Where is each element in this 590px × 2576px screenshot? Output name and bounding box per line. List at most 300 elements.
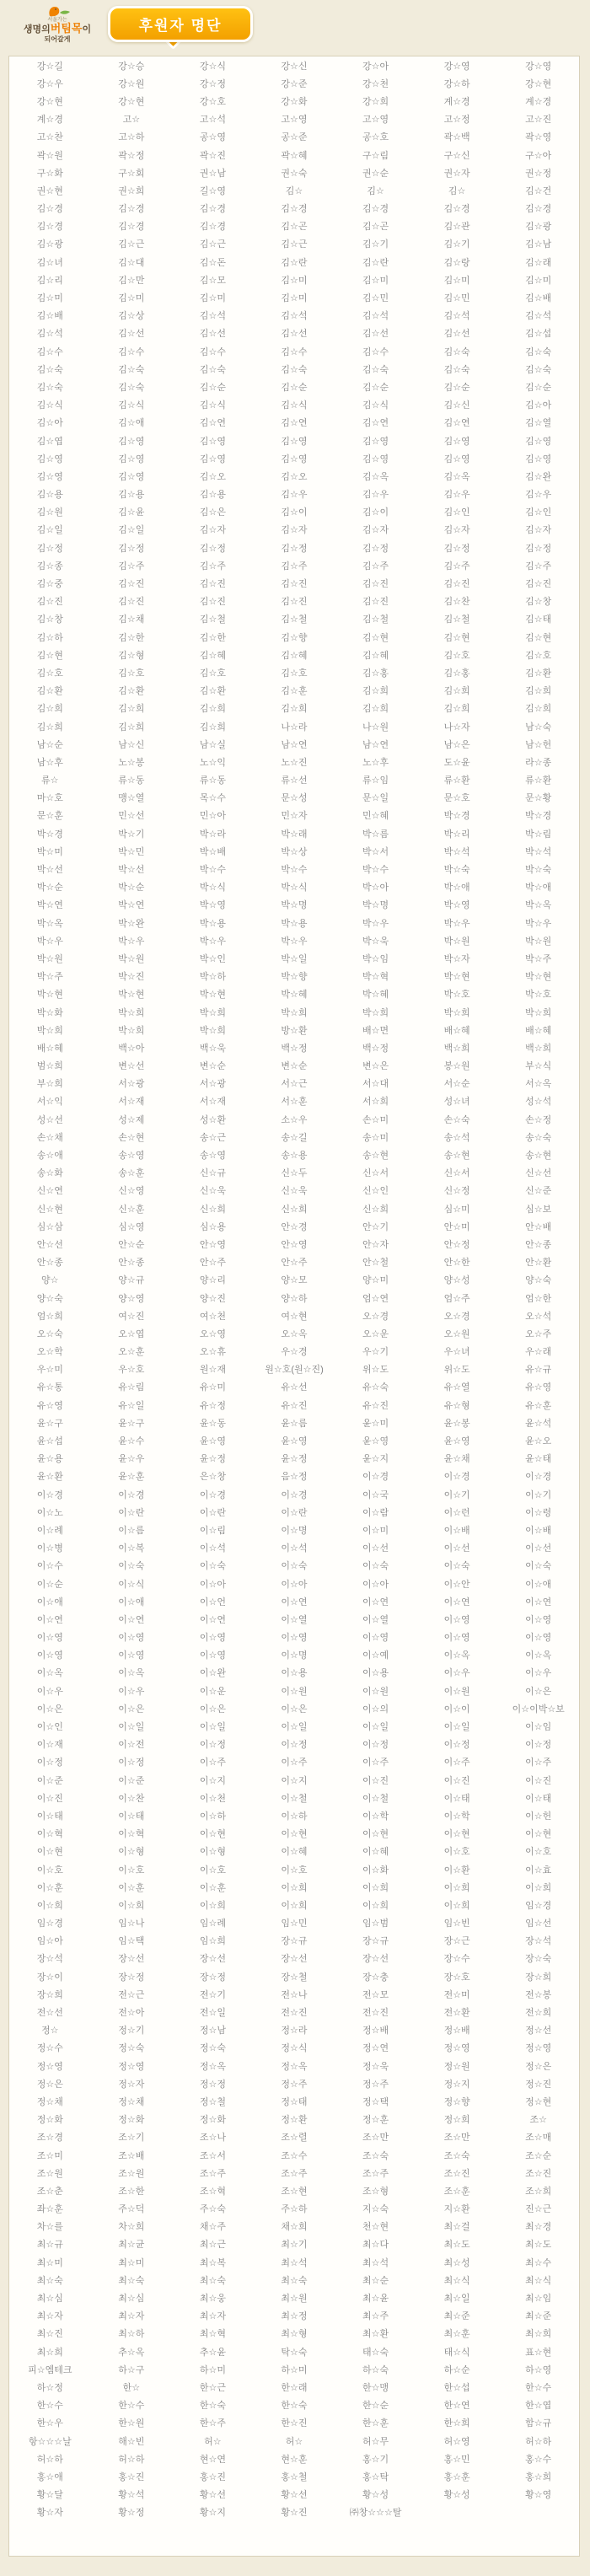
donor-name: 김☆윤 xyxy=(118,507,145,518)
donor-name: 강☆화 xyxy=(281,96,308,107)
donor-name: 이☆정 xyxy=(199,1740,226,1751)
donor-name: 이☆희 xyxy=(281,1882,308,1893)
donor-name: 박☆선 xyxy=(118,865,145,876)
donor-name: 김☆애 xyxy=(118,418,145,429)
donor-name: 김☆숙 xyxy=(443,346,470,357)
donor-name: 태☆숙 xyxy=(362,2347,389,2358)
donor-name: 김☆영 xyxy=(362,453,389,464)
donor-name: 차☆희 xyxy=(118,2222,145,2233)
donor-name: 장☆석 xyxy=(525,1936,552,1947)
donor-name: 방☆환 xyxy=(281,1025,308,1036)
donor-name: 황☆선 xyxy=(281,2490,308,2501)
donor-name: 최☆경 xyxy=(525,2222,552,2233)
donor-name: 한☆훈 xyxy=(362,2418,389,2429)
donor-name: 김☆선 xyxy=(118,329,145,340)
donor-name: 김☆숙 xyxy=(118,364,145,375)
donor-name: 송☆용 xyxy=(281,1151,308,1162)
donor-name: 박☆옥 xyxy=(36,918,63,929)
donor-name: 박☆연 xyxy=(36,900,63,911)
donor-name: 박☆인 xyxy=(199,953,226,964)
donor-name: 정☆라 xyxy=(281,2026,308,2037)
donor-name: 김☆철 xyxy=(281,614,308,625)
donor-name: 김☆이 xyxy=(281,507,308,518)
donor-name: 조☆혁 xyxy=(199,2186,226,2197)
donor-name: 김☆진 xyxy=(36,597,63,608)
donor-name: 권☆자 xyxy=(443,168,470,179)
donor-name: 김☆주 xyxy=(443,561,470,572)
donor-name: 김☆주 xyxy=(281,561,308,572)
donor-name: 하☆미 xyxy=(281,2364,308,2375)
donor-name: 강☆신 xyxy=(281,61,308,72)
donor-name: 김☆석 xyxy=(443,311,470,322)
donor-name: 이☆이박☆보 xyxy=(512,1704,565,1715)
donor-name: 오☆경 xyxy=(443,1311,470,1322)
donor-name: 최☆미 xyxy=(118,2257,145,2268)
donor-name: 박☆우 xyxy=(525,918,552,929)
donor-name: 김☆기 xyxy=(362,239,389,250)
donor-name: 김☆희 xyxy=(362,686,389,697)
donor-name: 조☆기 xyxy=(118,2133,145,2144)
donor-name: 이☆림 xyxy=(199,1525,226,1536)
donor-name: 김☆식 xyxy=(281,400,308,411)
donor-name: 박☆선 xyxy=(36,865,63,876)
donor-name: 이☆선 xyxy=(525,1543,552,1554)
donor-name: 노☆봉 xyxy=(118,757,145,768)
donor-name: 이☆희 xyxy=(36,1900,63,1911)
donor-name: 유☆규 xyxy=(525,1365,552,1376)
donor-name: 이☆운 xyxy=(199,1686,226,1697)
donor-name: 이☆기 xyxy=(443,1489,470,1500)
donor-name: 김☆정 xyxy=(199,543,226,554)
donor-name: 김☆숙 xyxy=(36,382,63,393)
donor-name: 박☆원 xyxy=(36,953,63,964)
donor-name: 박☆석 xyxy=(525,846,552,857)
donor-name: 임☆아 xyxy=(36,1936,63,1947)
donor-name: 김☆형 xyxy=(118,650,145,661)
donor-name: 정☆태 xyxy=(281,2096,308,2107)
donor-name: 김☆민 xyxy=(362,293,389,304)
donor-name: 장☆수 xyxy=(443,1954,470,1965)
donor-name: 김☆숙 xyxy=(443,364,470,375)
donor-name: 조☆매 xyxy=(525,2133,552,2144)
donor-name: 정☆주 xyxy=(362,2079,389,2090)
donor-name: 구☆회 xyxy=(118,168,145,179)
donor-name: 윤☆영 xyxy=(443,1436,470,1447)
donor-name: 이☆경 xyxy=(281,1489,308,1500)
donor-name: 이☆희 xyxy=(362,1882,389,1893)
donor-name: 황☆성 xyxy=(443,2490,470,2501)
donor-name: 구☆화 xyxy=(36,168,63,179)
donor-name: 장☆희 xyxy=(36,1989,63,2000)
donor-name: 조☆원 xyxy=(36,2168,63,2179)
donor-name: 성☆제 xyxy=(118,1114,145,1125)
donor-name: 김☆영 xyxy=(525,453,552,464)
donor-name: 이☆일 xyxy=(199,1722,226,1733)
donor-name: 정☆식 xyxy=(281,2043,308,2054)
donor-name: 이☆전 xyxy=(118,1740,145,1751)
donor-name: 권☆숙 xyxy=(281,168,308,179)
donor-name: 박☆래 xyxy=(281,829,308,840)
donor-name: 김☆광 xyxy=(36,239,63,250)
donor-name: 유☆림 xyxy=(118,1382,145,1393)
donor-name: 안☆배 xyxy=(525,1221,552,1232)
donor-name: 이☆애 xyxy=(36,1597,63,1607)
donor-name: 이☆인 xyxy=(36,1722,63,1733)
donor-name: 김☆경 xyxy=(281,204,308,215)
donor-name: 이☆선 xyxy=(362,1543,389,1554)
donor-name: 현☆연 xyxy=(199,2454,226,2465)
donor-name: 구☆신 xyxy=(443,150,470,161)
donor-name: 송☆현 xyxy=(525,1151,552,1162)
donor-name: 곽☆백 xyxy=(443,132,470,143)
donor-name: 곽☆영 xyxy=(525,132,552,143)
donor-name: 김☆훈 xyxy=(281,686,308,697)
donor-name: 박☆주 xyxy=(36,972,63,983)
donor-name: 안☆선 xyxy=(36,1239,63,1250)
donor-name: 김☆미 xyxy=(36,293,63,304)
donor-name: 임☆례 xyxy=(199,1919,226,1929)
donor-name: 박☆경 xyxy=(36,829,63,840)
donor-name: 이☆옥 xyxy=(525,1650,552,1661)
donor-name: 배☆혜 xyxy=(525,1025,552,1036)
donor-name: 조☆ xyxy=(529,2115,547,2126)
donor-name: 길☆영 xyxy=(199,185,226,196)
donor-name: 김☆채 xyxy=(118,614,145,625)
donor-name: 김☆오 xyxy=(281,471,308,482)
donor-name: 이☆현 xyxy=(525,1829,552,1840)
donor-name: 이☆호 xyxy=(443,1847,470,1858)
donor-name: 조☆경 xyxy=(36,2133,63,2144)
donor-name: 김☆래 xyxy=(525,257,552,268)
donor-name: 이☆은 xyxy=(281,1704,308,1715)
donor-name: 변☆선 xyxy=(118,1061,145,1072)
donor-name: 임☆나 xyxy=(118,1919,145,1929)
donor-name: 김☆환 xyxy=(525,668,552,679)
donor-name: 서☆순 xyxy=(443,1079,470,1090)
donor-name: 김☆영 xyxy=(118,436,145,447)
donor-name: 김☆근 xyxy=(199,239,226,250)
donor-name: 서☆재 xyxy=(118,1097,145,1108)
donor-name: 김☆철 xyxy=(443,614,470,625)
donor-name: 김☆진 xyxy=(118,597,145,608)
donor-name: 김☆정 xyxy=(118,543,145,554)
donor-name: 최☆식 xyxy=(443,2275,470,2286)
donor-name: 류☆환 xyxy=(443,775,470,786)
donor-name: 조☆수 xyxy=(281,2150,308,2161)
donor-name: 김☆연 xyxy=(281,418,308,429)
donor-name: 윤☆오 xyxy=(525,1436,552,1447)
donor-name: 김☆정 xyxy=(525,543,552,554)
donor-name: 이☆수 xyxy=(36,1561,63,1572)
donor-name: 서☆훈 xyxy=(281,1097,308,1108)
donor-name: 이☆의 xyxy=(362,1704,389,1715)
donor-name: 정☆희 xyxy=(443,2115,470,2126)
donor-name: 이☆옥 xyxy=(36,1668,63,1679)
donor-name: 김☆희 xyxy=(199,722,226,733)
donor-name: 조☆진 xyxy=(525,2168,552,2179)
donor-name: 김☆혜 xyxy=(199,650,226,661)
donor-name: 손☆정 xyxy=(525,1114,552,1125)
donor-name: 이☆영 xyxy=(199,1633,226,1644)
donor-name: 안☆주 xyxy=(281,1258,308,1269)
donor-name: 이☆재 xyxy=(36,1740,63,1751)
donor-name: 김☆진 xyxy=(443,579,470,590)
donor-name: 한☆우 xyxy=(36,2418,63,2429)
donor-name: 양☆하 xyxy=(281,1293,308,1304)
donor-name: 이☆영 xyxy=(36,1633,63,1644)
donor-name: 양☆진 xyxy=(199,1293,226,1304)
donor-name: 김☆진 xyxy=(362,597,389,608)
donor-name: 이☆예 xyxy=(362,1650,389,1661)
donor-name: 이☆경 xyxy=(362,1472,389,1483)
donor-name: 이☆희 xyxy=(443,1900,470,1911)
donor-name: 안☆미 xyxy=(443,1221,470,1232)
donor-name: 여☆현 xyxy=(281,1311,308,1322)
donor-name: 김☆희 xyxy=(525,704,552,715)
donor-name: 박☆아 xyxy=(362,883,389,894)
donor-name: 최☆주 xyxy=(362,2311,389,2322)
donor-name: 김☆연 xyxy=(443,418,470,429)
donor-name: 김☆원 xyxy=(36,507,63,518)
donor-name: 이☆옥 xyxy=(118,1668,145,1679)
donor-name: 이☆호 xyxy=(199,1865,226,1876)
donor-name: 한☆연 xyxy=(443,2401,470,2412)
donor-name: 홍☆훈 xyxy=(443,2471,470,2482)
donor-name: 박☆수 xyxy=(199,865,226,876)
donor-name: 신☆희 xyxy=(199,1204,226,1215)
donor-name: 이☆란 xyxy=(281,1507,308,1518)
donor-name: 박☆혁 xyxy=(362,972,389,983)
donor-name: 한☆숙 xyxy=(199,2401,226,2412)
donor-name: 이☆일 xyxy=(281,1722,308,1733)
donor-name: 김☆영 xyxy=(281,453,308,464)
donor-name: 조☆원 xyxy=(118,2168,145,2179)
donor-name: 조☆훈 xyxy=(443,2186,470,2197)
donor-name: 김☆경 xyxy=(36,222,63,233)
donor-name: 김☆자 xyxy=(525,525,552,536)
donor-name: 원☆재 xyxy=(199,1365,226,1376)
donor-name: 권☆순 xyxy=(362,168,389,179)
donor-name: 조☆만 xyxy=(362,2133,389,2144)
donor-name: 김☆미 xyxy=(281,293,308,304)
donor-name: 김☆연 xyxy=(199,418,226,429)
donor-name: 이☆령 xyxy=(525,1507,552,1518)
donor-name: 안☆종 xyxy=(525,1239,552,1250)
donor-name: 조☆형 xyxy=(362,2186,389,2197)
donor-name: 서☆재 xyxy=(199,1097,226,1108)
donor-name: 주☆하 xyxy=(281,2204,308,2215)
donor-name: 김☆수 xyxy=(199,346,226,357)
donor-name: 변☆순 xyxy=(281,1061,308,1072)
donor-name: 정☆화 xyxy=(118,2115,145,2126)
donor-name: 박☆옥 xyxy=(525,900,552,911)
donor-name: 이☆태 xyxy=(118,1811,145,1822)
donor-name: 이☆우 xyxy=(525,1668,552,1679)
donor-name: 이☆혁 xyxy=(118,1829,145,1840)
donor-name: 민☆아 xyxy=(199,811,226,822)
donor-name: 박☆라 xyxy=(199,829,226,840)
donor-name: 김☆우 xyxy=(525,490,552,501)
donor-name: 서☆희 xyxy=(362,1097,389,1108)
donor-name: 채☆희 xyxy=(281,2222,308,2233)
donor-name: 범☆희 xyxy=(36,1061,63,1072)
donor-name: 김☆경 xyxy=(118,204,145,215)
donor-name: 한☆ xyxy=(122,2382,141,2393)
donor-name: 엄☆연 xyxy=(362,1293,389,1304)
donor-name: 이☆안 xyxy=(443,1579,470,1590)
donor-name: 주☆숙 xyxy=(199,2204,226,2215)
donor-name: 이☆호 xyxy=(281,1865,308,1876)
donor-name: 유☆정 xyxy=(199,1400,226,1411)
donor-name: 유☆일 xyxy=(118,1400,145,1411)
donor-name: 김☆영 xyxy=(36,471,63,482)
donor-name: 정☆정 xyxy=(199,2079,226,2090)
donor-name: 이☆희 xyxy=(362,1900,389,1911)
donor-name: 이☆열 xyxy=(362,1614,389,1625)
donor-name: 김☆숙 xyxy=(525,346,552,357)
donor-name: 추☆옥 xyxy=(118,2347,145,2358)
donor-name: 양☆규 xyxy=(118,1275,145,1286)
donor-name: 전☆진 xyxy=(281,2008,308,2019)
donor-name: 윤☆지 xyxy=(362,1454,389,1465)
donor-name: 장☆정 xyxy=(199,1972,226,1983)
donor-name: 김☆일 xyxy=(36,525,63,536)
donor-name: 고☆찬 xyxy=(36,132,63,143)
donor-name: 김☆현 xyxy=(443,632,470,643)
donor-name: 이☆준 xyxy=(118,1775,145,1786)
donor-name: 이☆아 xyxy=(362,1579,389,1590)
donor-name: 계☆경 xyxy=(525,96,552,107)
donor-name: 김☆선 xyxy=(443,329,470,340)
donor-name: 남☆신 xyxy=(118,739,145,750)
donor-name: 신☆현 xyxy=(36,1204,63,1215)
donor-name: 강☆식 xyxy=(199,61,226,72)
donor-name: 홍☆진 xyxy=(118,2471,145,2482)
donor-name: 문☆훈 xyxy=(36,811,63,822)
donor-name: 여☆천 xyxy=(199,1311,226,1322)
donor-name: 최☆자 xyxy=(118,2311,145,2322)
donor-name: 김☆미 xyxy=(118,293,145,304)
donor-name: 윤☆봉 xyxy=(443,1418,470,1429)
donor-name: 문☆일 xyxy=(362,793,389,804)
donor-name: 홍☆민 xyxy=(443,2454,470,2465)
donor-name: 정☆영 xyxy=(443,2043,470,2054)
donor-name: 한☆주 xyxy=(199,2418,226,2429)
donor-name: 이☆혁 xyxy=(36,1829,63,1840)
donor-name: 조☆서 xyxy=(199,2150,226,2161)
donor-name: 민☆자 xyxy=(281,811,308,822)
donor-name: 조☆숙 xyxy=(362,2150,389,2161)
donor-name: 손☆미 xyxy=(362,1114,389,1125)
donor-name: 박☆수 xyxy=(362,865,389,876)
donor-name: 이☆경 xyxy=(525,1472,552,1483)
donor-name: 백☆정 xyxy=(281,1043,308,1054)
donor-name: 이☆석 xyxy=(199,1543,226,1554)
donor-name: 이☆진 xyxy=(362,1775,389,1786)
donor-name: 정☆화 xyxy=(199,2115,226,2126)
donor-name: 김☆ xyxy=(367,185,384,196)
donor-name: 조☆주 xyxy=(199,2168,226,2179)
donor-name: 임☆택 xyxy=(118,1936,145,1947)
donor-name: 최☆형 xyxy=(281,2329,308,2340)
donor-name: 최☆희 xyxy=(525,2329,552,2340)
donor-name: 이☆환 xyxy=(443,1865,470,1876)
donor-name: 김☆창 xyxy=(36,614,63,625)
donor-name: 손☆현 xyxy=(118,1132,145,1143)
donor-name: 이☆영 xyxy=(525,1633,552,1644)
donor-name: 김☆영 xyxy=(118,453,145,464)
donor-name: 이☆숙 xyxy=(281,1561,308,1572)
donor-name: 이☆진 xyxy=(443,1775,470,1786)
donor-name: 이☆정 xyxy=(525,1740,552,1751)
donor-name: 최☆원 xyxy=(281,2294,308,2305)
donor-name: 강☆영 xyxy=(443,61,470,72)
donor-name: 이☆런 xyxy=(443,1507,470,1518)
donor-name: 황☆석 xyxy=(118,2490,145,2501)
donor-name: 한☆래 xyxy=(281,2382,308,2393)
donor-name: 황☆자 xyxy=(36,2508,63,2519)
donor-name: 변☆은 xyxy=(362,1061,389,1072)
donor-name: 김☆식 xyxy=(118,400,145,411)
donor-name: 이☆희 xyxy=(281,1900,308,1911)
donor-name: 윤☆정 xyxy=(281,1454,308,1465)
donor-name: 정☆화 xyxy=(36,2115,63,2126)
donor-name: 송☆근 xyxy=(199,1132,226,1143)
donor-name: 오☆옥 xyxy=(281,1328,308,1339)
donor-name: 임☆경 xyxy=(525,1900,552,1911)
donor-name: 박☆희 xyxy=(281,1007,308,1018)
donor-name: 전☆나 xyxy=(281,1989,308,2000)
donor-name: 이☆화 xyxy=(362,1865,389,1876)
donor-name: 박☆우 xyxy=(281,936,308,947)
donor-name: 고☆석 xyxy=(199,115,226,126)
donor-name: 김☆숙 xyxy=(362,364,389,375)
donor-name: 나☆원 xyxy=(362,722,389,733)
donor-name: 정☆자 xyxy=(118,2079,145,2090)
donor-name: 김☆환 xyxy=(118,686,145,697)
donor-name: 박☆임 xyxy=(362,953,389,964)
donor-name: 이☆란 xyxy=(118,1507,145,1518)
donor-name: 김☆경 xyxy=(199,222,226,233)
donor-name: 김☆정 xyxy=(362,543,389,554)
donor-name: 태☆식 xyxy=(443,2347,470,2358)
donor-name: 이☆이 xyxy=(443,1704,470,1715)
donor-name: 이☆복 xyxy=(118,1543,145,1554)
donor-name: 윤☆구 xyxy=(118,1418,145,1429)
donor-name: 강☆천 xyxy=(362,78,389,89)
donor-name: 이☆숙 xyxy=(118,1561,145,1572)
donor-name: 곽☆정 xyxy=(118,150,145,161)
donor-name: 한☆숙 xyxy=(281,2401,308,2412)
donor-name: 유☆통 xyxy=(36,1382,63,1393)
donor-name: 우☆기 xyxy=(362,1347,389,1358)
donor-name: 김☆영 xyxy=(199,436,226,447)
donor-name: 임☆민 xyxy=(281,1919,308,1929)
donor-name: 송☆현 xyxy=(362,1151,389,1162)
donor-name: 이☆영 xyxy=(36,1650,63,1661)
donor-name: 홍☆희 xyxy=(525,2471,552,2482)
donor-name: 백☆희 xyxy=(525,1043,552,1054)
donor-name: 강☆호 xyxy=(199,96,226,107)
donor-name: 박☆화 xyxy=(36,1007,63,1018)
donor-name: 최☆숙 xyxy=(118,2275,145,2286)
donor-name: 서☆옥 xyxy=(525,1079,552,1090)
donor-name: 이☆주 xyxy=(199,1758,226,1768)
donor-name: 박☆희 xyxy=(199,1025,226,1036)
donor-name: 지☆환 xyxy=(443,2204,470,2215)
donor-name: 김☆향 xyxy=(281,632,308,643)
donor-name: 신☆두 xyxy=(281,1168,308,1179)
